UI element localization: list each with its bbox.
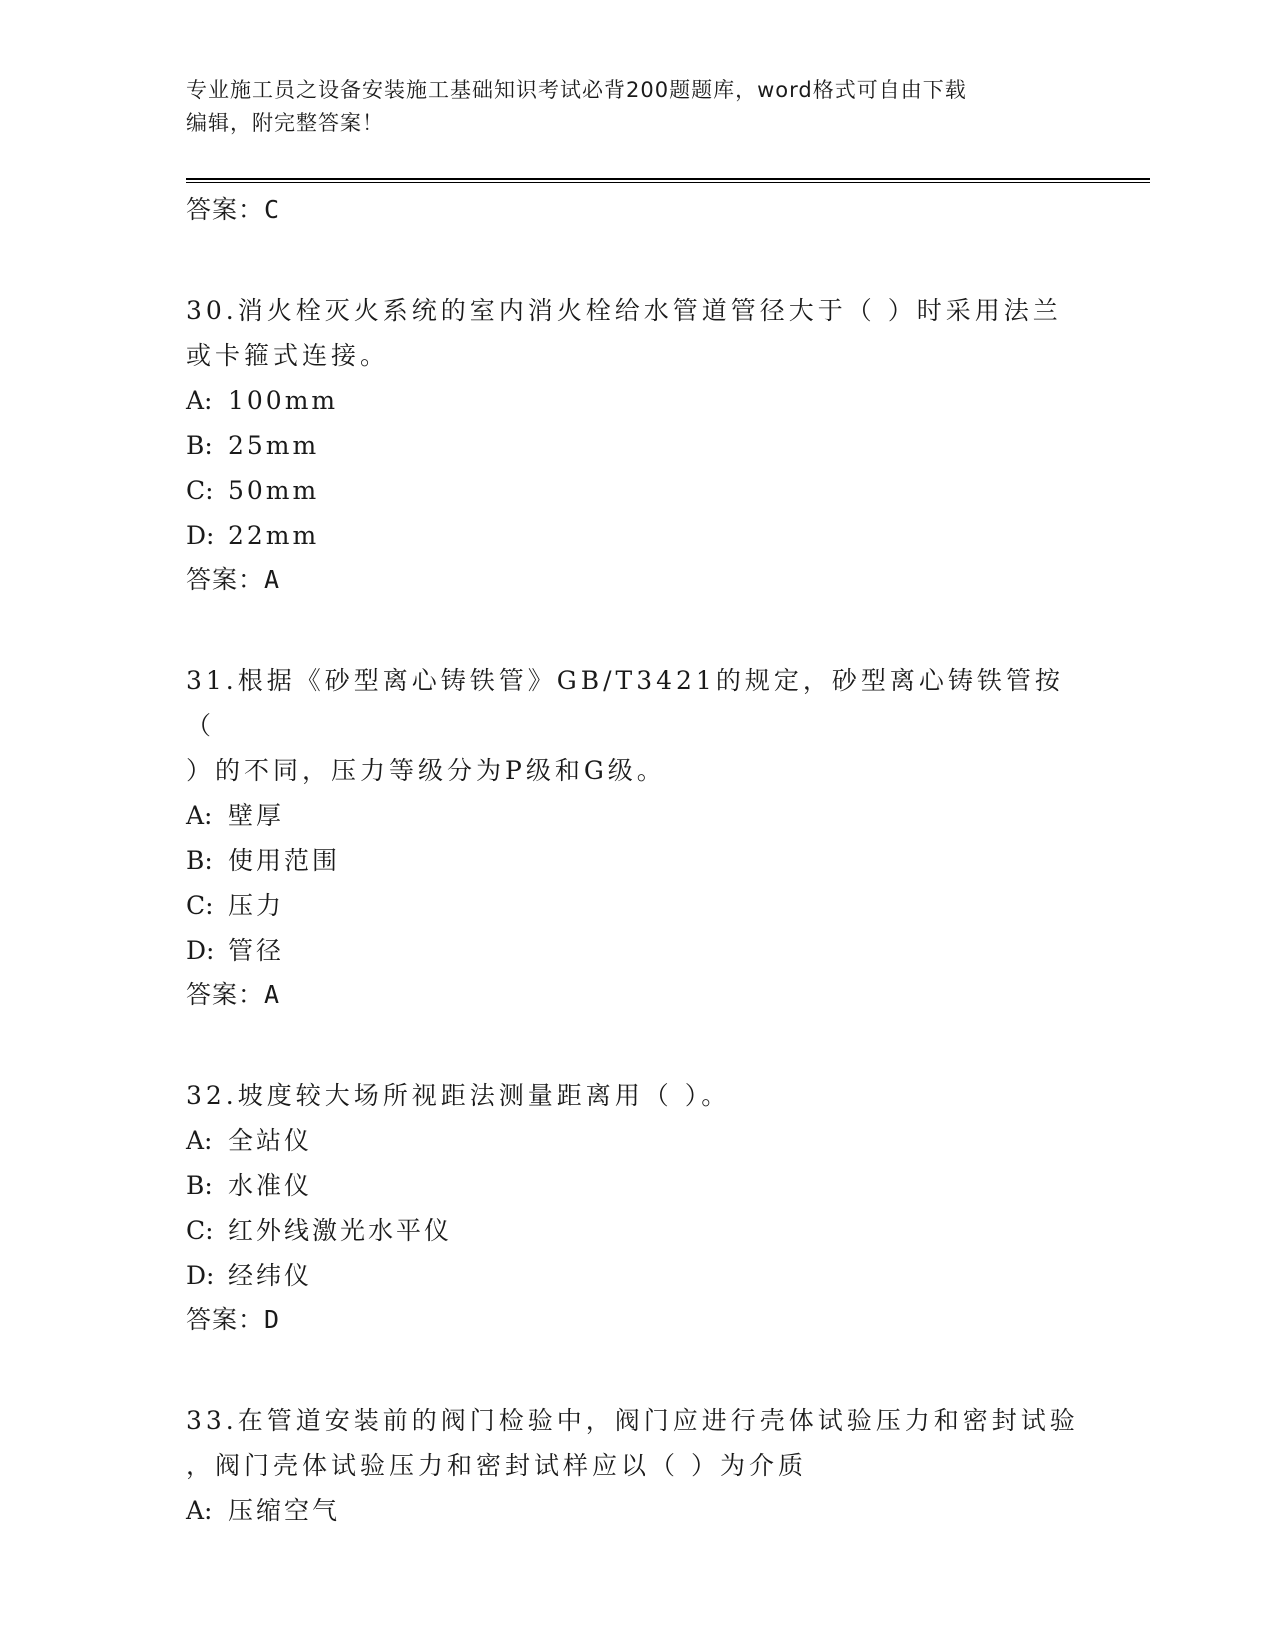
option-key: D:: [186, 1261, 215, 1290]
option-key: B:: [186, 431, 213, 460]
option-key: C:: [186, 1216, 214, 1245]
option-d: [186, 513, 1086, 558]
option-key: A:: [186, 1496, 213, 1525]
option-key: D:: [186, 521, 215, 550]
header-line-1: 专业施工员之设备安装施工基础知识考试必背200题题库，word格式可自由下载: [186, 78, 967, 102]
answer-label: 答案：: [186, 1305, 265, 1334]
header-divider-thick: [186, 178, 1150, 180]
question-30: [186, 288, 1086, 600]
option-text: 管径: [228, 936, 285, 965]
option-key: B:: [186, 1171, 213, 1200]
option-text: 经纬仪: [228, 1261, 313, 1290]
question-33: [186, 1398, 1086, 1533]
option-text: 100mm: [228, 386, 339, 415]
header-divider-thin: [186, 182, 1150, 183]
option-key: A:: [186, 1126, 213, 1155]
option-d: [186, 1253, 1086, 1298]
question-31: [186, 658, 1086, 1015]
option-text: 水准仪: [228, 1171, 313, 1200]
question-stem-line-1: 33.在管道安装前的阀门检验中，阀门应进行壳体试验压力和密封试验: [186, 1406, 1079, 1435]
option-text: 红外线激光水平仪: [228, 1216, 453, 1245]
option-text: 壁厚: [228, 801, 285, 830]
answer-label: 答案：: [186, 980, 265, 1009]
option-a: [186, 1488, 1086, 1533]
answer-value: A: [264, 565, 281, 594]
option-text: 使用范围: [228, 846, 341, 875]
option-key: C:: [186, 891, 214, 920]
answer-value: A: [264, 980, 281, 1009]
answer-value: C: [264, 195, 281, 224]
question-answer: [186, 1300, 1086, 1340]
option-b: [186, 423, 1086, 468]
option-text: 50mm: [228, 476, 320, 505]
option-key: C:: [186, 476, 214, 505]
option-key: D:: [186, 936, 215, 965]
question-stem-line-1: 32.坡度较大场所视距法测量距离用（ ）。: [186, 1081, 731, 1110]
question-32: [186, 1073, 1086, 1340]
question-stem-line-2: 或卡箍式连接。: [186, 341, 390, 370]
question-list: [186, 190, 1086, 1533]
option-key: A:: [186, 801, 213, 830]
question-answer: [186, 560, 1086, 600]
option-text: 压缩空气: [228, 1496, 341, 1525]
answer-value: D: [264, 1305, 281, 1334]
option-text: 22mm: [228, 521, 320, 550]
option-c: [186, 883, 1086, 928]
question-stem-line-2: ，阀门壳体试验压力和密封试样应以（ ）为介质: [186, 1451, 807, 1480]
option-text: 压力: [228, 891, 285, 920]
answer-label: 答案：: [186, 565, 265, 594]
question-stem-line-1: 30.消火栓灭火系统的室内消火栓给水管道管径大于（ ）时采用法兰: [186, 296, 1062, 325]
option-b: [186, 1163, 1086, 1208]
option-d: [186, 928, 1086, 973]
question-answer: [186, 975, 1086, 1015]
previous-answer: [186, 190, 1086, 230]
header-line-2: 编辑，附完整答案！: [186, 111, 384, 135]
answer-label: 答案：: [186, 195, 265, 224]
option-a: [186, 793, 1086, 838]
option-c: [186, 1208, 1086, 1253]
question-stem-line-1: 31.根据《砂型离心铸铁管》GB/T3421的规定，砂型离心铸铁管按（: [186, 666, 1064, 740]
option-text: 25mm: [228, 431, 320, 460]
option-key: B:: [186, 846, 213, 875]
question-stem-line-2: ）的不同，压力等级分为P级和G级。: [186, 756, 666, 785]
option-a: [186, 378, 1086, 423]
option-text: 全站仪: [228, 1126, 313, 1155]
option-c: [186, 468, 1086, 513]
option-b: [186, 838, 1086, 883]
page-header: [186, 74, 1066, 140]
option-key: A:: [186, 386, 213, 415]
option-a: [186, 1118, 1086, 1163]
